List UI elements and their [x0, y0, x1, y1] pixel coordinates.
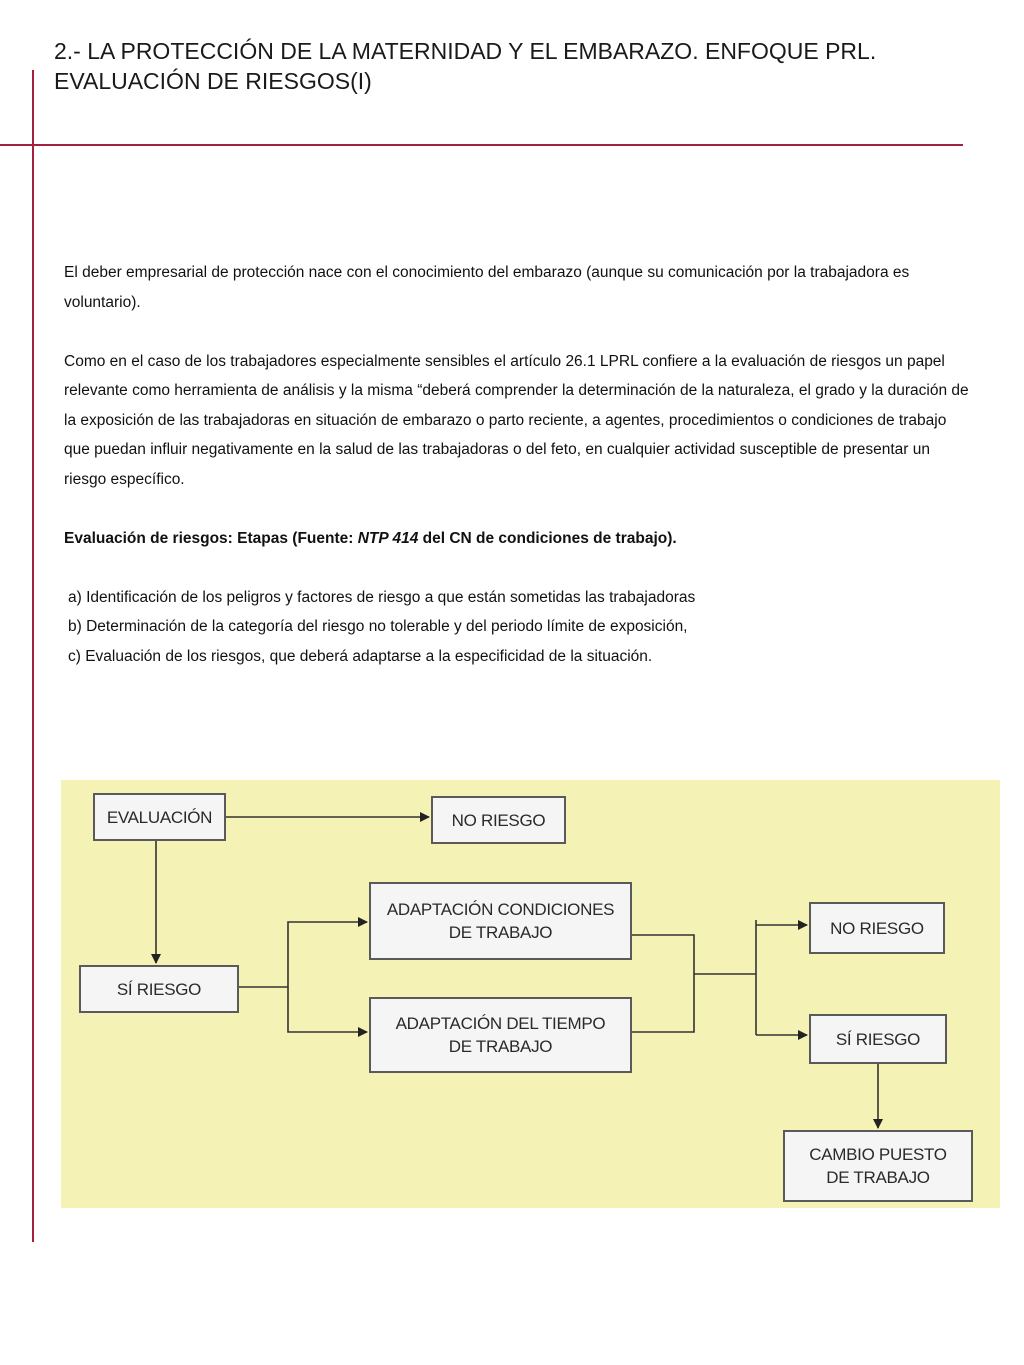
stages-heading-suffix: del CN de condiciones de trabajo).: [418, 529, 677, 547]
arrow-si-riesgo-to-adaptacion-tiempo: [288, 987, 367, 1032]
merge-connector: [632, 935, 694, 1032]
box-adaptacion-condiciones: ADAPTACIÓN CONDICIONES DE TRABAJO: [369, 882, 632, 960]
horizontal-accent-rule: [0, 144, 963, 146]
box-no-riesgo-1: NO RIESGO: [431, 796, 566, 844]
paragraph-employer-duty: El deber empresarial de protección nace con el conocimiento del embarazo (aunque su comunicación por la trabajadora es voluntario).: [64, 264, 910, 311]
stage-item-b: b) Determinación de la categoría del riesgo no tolerable y del periodo límite de exposición,: [68, 618, 688, 635]
box-si-riesgo-2: SÍ RIESGO: [809, 1014, 947, 1064]
box-cambio-puesto: CAMBIO PUESTO DE TRABAJO: [783, 1130, 973, 1202]
stages-heading-source: NTP 414: [357, 529, 419, 547]
risk-evaluation-flowchart: [61, 780, 1000, 1208]
stage-item-a: a) Identificación de los peligros y factores de riesgo a que están sometidas las trabajadoras: [68, 588, 696, 606]
box-si-riesgo-1: SÍ RIESGO: [79, 965, 239, 1013]
vertical-accent-rule: [32, 70, 34, 1242]
paragraph-article-26: Como en el caso de los trabajadores especialmente sensibles el artículo 26.1 LPRL confiere a la evaluación de riesgos un papel relevante como herramienta de análisis y la misma “deberá comprender la determinación de la naturaleza, el grado y la duración de la exposición de las trabajadoras en situación de embarazo o parto reciente, a agentes, procedimientos o condiciones de trabajo que puedan influir negativamente en la salud de las trabajadoras o del feto, en cualquier actividad susceptible de presentar un riesgo específico.: [64, 352, 969, 488]
box-no-riesgo-2: NO RIESGO: [809, 902, 945, 954]
stages-heading: [64, 524, 969, 554]
stages-heading-prefix: Evaluación de riesgos: Etapas (Fuente:: [64, 529, 358, 547]
arrow-si-riesgo-to-adaptacion-condiciones: [239, 922, 367, 987]
stage-item-c: c) Evaluación de los riesgos, que deberá adaptarse a la especificidad de la situación.: [68, 647, 653, 665]
stages-list: [64, 583, 969, 672]
body-content: [64, 258, 969, 671]
page-title: 2.- LA PROTECCIÓN DE LA MATERNIDAD Y EL EMBARAZO. ENFOQUE PRL. EVALUACIÓN DE RIESGOS(I): [54, 38, 877, 94]
box-adaptacion-tiempo: ADAPTACIÓN DEL TIEMPO DE TRABAJO: [369, 997, 632, 1073]
box-evaluacion: EVALUACIÓN: [93, 793, 226, 841]
